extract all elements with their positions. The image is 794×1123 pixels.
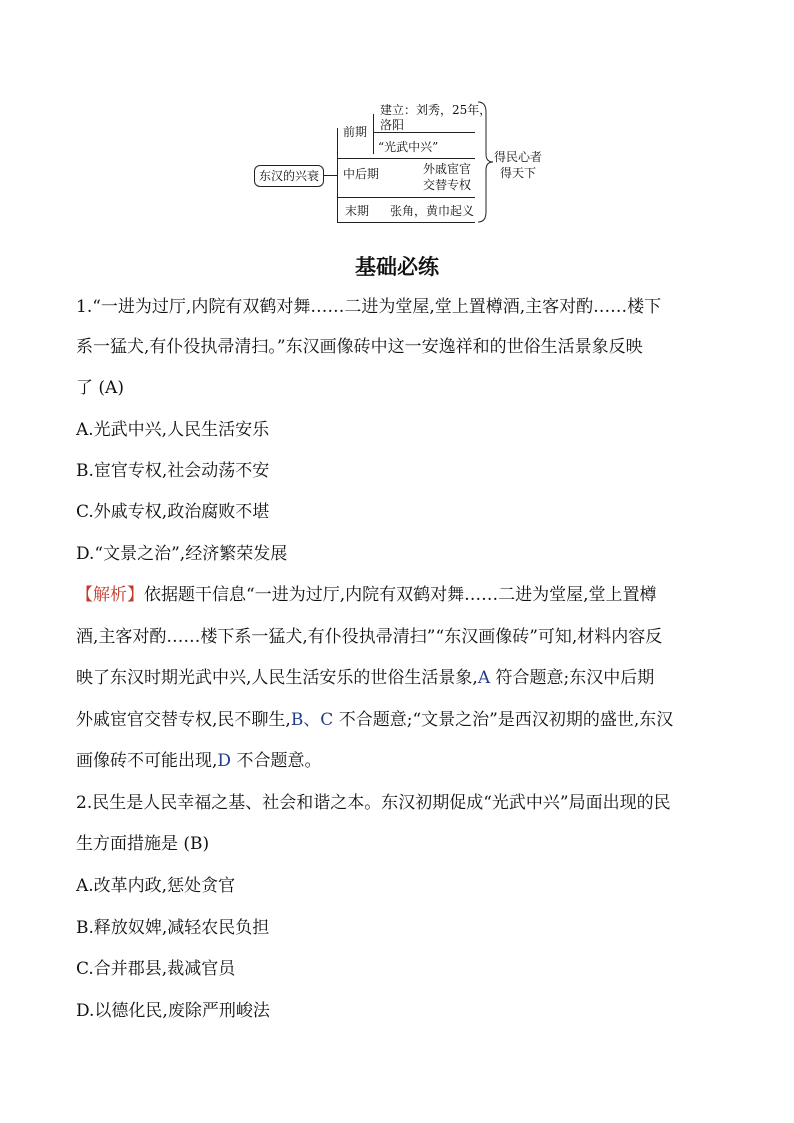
analysis-tag: 【解析】 xyxy=(76,585,144,605)
question-2-option-d: D.以德化民,废除严刑峻法 xyxy=(76,1001,270,1021)
early-item-revival: “光武中兴” xyxy=(378,140,439,154)
early-item-founding: 建立：刘秀，25年， xyxy=(380,103,492,117)
answer-letter: A xyxy=(477,668,491,688)
analysis-line: 酒,主客对酌……楼下系一猛犬,有仆役执帚清扫”“东汉画像砖”可知,材料内容反 xyxy=(76,627,663,647)
early-item-capital: 洛阳 xyxy=(380,118,405,132)
question-1-option-c: C.外戚专权,政治腐败不堪 xyxy=(76,502,270,522)
question-1-stem-line: 系一猛犬,有仆役执帚清扫。”东汉画像砖中这一安逸祥和的世俗生活景象反映 xyxy=(76,337,643,357)
separator-line xyxy=(337,197,475,198)
answer-letter: D xyxy=(217,751,232,771)
period-late-label: 末期 xyxy=(345,204,370,218)
period-early-label: 前期 xyxy=(343,125,368,139)
question-2-stem-line: 生方面措施是 (B) xyxy=(76,834,210,854)
late-item: 张角，黄巾起义 xyxy=(390,204,475,218)
right-brace xyxy=(477,100,495,224)
analysis-text: 画像砖不可能出现, xyxy=(76,751,218,771)
answer-letter: B、C xyxy=(290,710,334,730)
middle-item-2: 交替专权 xyxy=(423,178,472,192)
analysis-text: 映了东汉时期光武中兴,人民生活安乐的世俗生活景象, xyxy=(76,668,478,688)
analysis-text: 不合题意。 xyxy=(231,751,322,771)
question-1-stem-line: 1.“一进为过厅,内院有双鹤对舞……二进为堂屋,堂上置樽酒,主客对酌……楼下 xyxy=(76,297,662,317)
question-2-option-b: B.释放奴婢,减轻农民负担 xyxy=(76,918,270,938)
analysis-text: 外戚宦官交替专权,民不聊生, xyxy=(76,710,291,730)
sub-bracket-line xyxy=(373,114,374,154)
middle-item-1: 外戚宦官 xyxy=(423,162,472,176)
diagram-root: 东汉的兴衰 xyxy=(254,165,324,187)
question-1-stem-line: 了 (A) xyxy=(76,378,124,398)
conclusion-line-2: 得天下 xyxy=(500,166,537,180)
question-1-option-a: A.光武中兴,人民生活安乐 xyxy=(76,420,270,440)
question-2-option-a: A.改革内政,惩处贪官 xyxy=(76,876,236,896)
analysis-line xyxy=(76,585,657,605)
question-2-option-c: C.合并郡县,裁减官员 xyxy=(76,959,236,979)
separator-line xyxy=(337,222,475,223)
separator-line xyxy=(337,158,475,159)
trunk-line xyxy=(337,128,338,222)
analysis-line xyxy=(76,668,654,688)
section-title: 基础必练 xyxy=(355,255,439,279)
analysis-text: 依据题干信息“一进为过厅,内院有双鹤对舞……二进为堂屋,堂上置樽 xyxy=(144,585,657,605)
connector-line xyxy=(323,175,337,176)
analysis-line xyxy=(76,751,321,771)
question-2-stem-line: 2.民生是人民幸福之基、社会和谐之本。东汉初期促成“光武中兴”局面出现的民 xyxy=(76,793,671,813)
sub-separator-line xyxy=(373,132,475,133)
analysis-text: 符合题意;东汉中后期 xyxy=(490,668,655,688)
analysis-line xyxy=(76,710,673,730)
question-1-option-d: D.“文景之治”,经济繁荣发展 xyxy=(76,544,288,564)
knowledge-diagram xyxy=(0,0,794,240)
conclusion-line-1: 得民心者 xyxy=(494,150,543,164)
question-1-option-b: B.宦官专权,社会动荡不安 xyxy=(76,461,270,481)
period-middle-label: 中后期 xyxy=(343,167,380,181)
analysis-text: 不合题意;“文景之治”是西汉初期的盛世,东汉 xyxy=(333,710,674,730)
